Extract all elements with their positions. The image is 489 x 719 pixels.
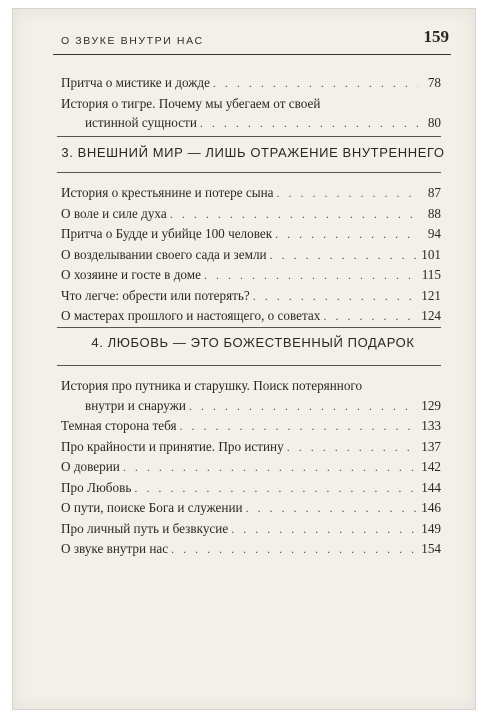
leader-dots <box>170 205 418 225</box>
toc-entry <box>61 224 441 245</box>
toc-entry <box>61 183 441 204</box>
toc-entry-page: 146 <box>421 500 441 515</box>
running-title: О ЗВУКЕ ВНУТРИ НАС <box>61 35 204 47</box>
toc-entry <box>61 73 441 94</box>
toc-entry <box>61 478 441 499</box>
toc-entry-title: О мастерах прошлого и настоящего, о советах <box>61 308 321 323</box>
toc-entry-title: История о тигре. Почему мы убегаем от своей <box>61 95 321 111</box>
leader-dots <box>246 499 418 519</box>
toc-entry-page: 124 <box>421 308 441 323</box>
toc-entry <box>61 265 441 286</box>
toc-entry-title: Темная сторона тебя <box>61 418 177 433</box>
toc-entry-page: 78 <box>427 75 441 90</box>
page-number: 159 <box>423 27 449 46</box>
leader-dots <box>323 307 418 327</box>
toc-entry-page: 88 <box>427 205 441 221</box>
section-heading-4: 4. ЛЮБОВЬ — ЭТО БОЖЕСТВЕННЫЙ ПОДАРОК <box>91 335 415 350</box>
leader-dots <box>134 479 418 499</box>
toc-entry-page: 149 <box>421 520 441 536</box>
toc-entry-page: 94 <box>427 226 441 241</box>
toc-entry <box>61 245 441 266</box>
toc-entry <box>61 457 441 478</box>
toc-entry <box>61 376 441 416</box>
leader-dots <box>276 184 418 204</box>
toc-entry-title: Притча о мистике и дожде <box>61 75 210 90</box>
leader-dots <box>275 225 418 245</box>
leader-dots <box>231 520 418 540</box>
page-header <box>61 27 449 47</box>
section-rule <box>57 327 441 328</box>
leader-dots <box>270 246 418 266</box>
toc-entry-title: О возделывании своего сада и земли <box>61 246 267 262</box>
toc-entry-title: История про путника и старушку. Поиск потерянного <box>61 378 363 393</box>
toc-entry <box>61 204 441 225</box>
leader-dots <box>180 417 418 437</box>
toc-entry-page: 115 <box>421 267 441 282</box>
toc-entry-title: О хозяине и госте в доме <box>61 267 201 282</box>
leader-dots <box>253 287 418 307</box>
toc-entry-title: Притча о Будде и убийце 100 человек <box>61 226 273 241</box>
toc-entry <box>61 539 441 560</box>
toc-entry-title: О звуке внутри нас <box>61 541 169 556</box>
leader-dots <box>204 266 418 286</box>
leader-dots <box>123 458 418 478</box>
toc-entry <box>61 306 441 327</box>
toc-entry-title: О воле и силе духа <box>61 205 167 221</box>
toc-entry-page: 80 <box>427 115 441 130</box>
toc-entry-title: О доверии <box>61 459 120 474</box>
leader-dots <box>171 540 418 560</box>
toc-entry-page: 142 <box>421 459 441 474</box>
toc-entry-title: Что легче: обрести или потерять? <box>61 287 250 303</box>
leader-dots <box>287 438 418 458</box>
section-rule <box>57 365 441 366</box>
toc-entry-title: Про крайности и принятие. Про истину <box>61 438 284 454</box>
section-rule <box>57 136 441 137</box>
toc-entry-page: 101 <box>421 246 441 262</box>
book-page <box>12 8 476 710</box>
leader-dots <box>189 397 418 417</box>
toc-section-4 <box>61 376 441 560</box>
toc-entry-page: 87 <box>427 185 441 200</box>
toc-entry-page: 137 <box>421 438 441 454</box>
toc-section-3 <box>61 183 441 327</box>
toc-entry-title-cont: истинной сущности <box>85 115 197 130</box>
toc-entry <box>61 416 441 437</box>
toc-entry <box>61 94 441 134</box>
section-rule <box>57 172 441 173</box>
toc-entry-title: Про личный путь и безвкусие <box>61 520 229 536</box>
toc-entry <box>61 519 441 540</box>
toc-entry-page: 154 <box>421 541 441 556</box>
header-rule <box>53 54 451 55</box>
toc-entry <box>61 498 441 519</box>
toc-entry-title-cont: внутри и снаружи <box>85 397 186 413</box>
toc-entry-page: 121 <box>421 287 441 303</box>
section-heading-3: 3. ВНЕШНИЙ МИР — ЛИШЬ ОТРАЖЕНИЕ ВНУТРЕННЕГО <box>61 145 445 160</box>
toc-entry-title: Про Любовь <box>61 479 132 495</box>
toc-entry-page: 133 <box>421 418 441 433</box>
toc-entry-title: О пути, поиске Бога и служении <box>61 500 243 515</box>
toc-entry <box>61 437 441 458</box>
toc-entry-page: 129 <box>421 397 441 413</box>
toc-entry-page: 144 <box>421 479 441 495</box>
toc-entry <box>61 286 441 307</box>
toc-top-entries <box>61 73 441 134</box>
leader-dots <box>200 114 418 134</box>
toc-entry-title: История о крестьянине и потере сына <box>61 185 274 200</box>
leader-dots <box>213 74 418 94</box>
